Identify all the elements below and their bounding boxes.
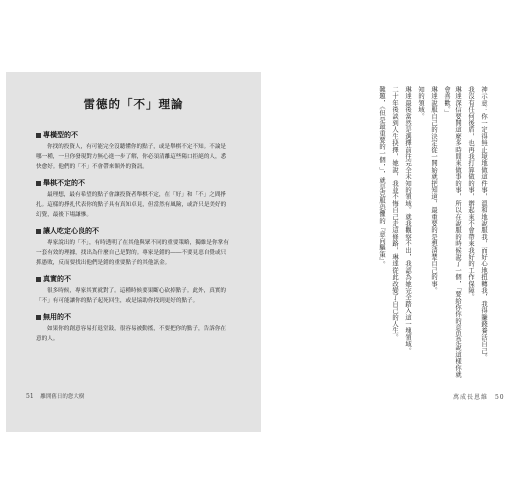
paragraph: 難題，《但是最重要的一個，」，就是克服恐懼的『意向驅策』。 xyxy=(378,86,385,268)
section-marker-icon xyxy=(36,229,41,234)
heading-text: 真實的不 xyxy=(43,274,71,283)
section-heading xyxy=(36,226,231,236)
section-heading xyxy=(36,130,231,140)
paragraph: 專家說出的「不」，有時透明了在其他與眾不同的重要策略，獨維是你掌有一套有效的理據，找出為什麼自己是對的。專家是錯的――不要見惡自覺或只抓愚敗，反而要找出他們是錯的重要點子的其他訊金。 xyxy=(36,240,229,266)
page-number: 50 xyxy=(494,394,505,401)
vertical-text-block xyxy=(261,86,489,381)
section-heading xyxy=(36,312,231,322)
paragraph: 琳達深信要開這麼多時間來做事的事，所以在說服的時候說了一個，「要給你你的意思是說這樣你就會喜歡。」 xyxy=(443,86,461,378)
paragraph: 神示意：你一定得無止境地做這件事，溫和地說服我，而好心地扭轉我，我得賺錢養活自己。 xyxy=(480,86,487,361)
paragraph: 琳達說服自己的決定從一開始就把知道，最重要的是想清楚自己的事。 xyxy=(430,86,437,294)
paragraph: 最理想，最有希望的點子會讓投資者舉棋不定，在「好」和「不」之間掙扎。這樣的掙扎代表你的點子具有真知卓見，但當然有風險，或許只是美好的幻覺，最後下場謙慘。 xyxy=(36,192,227,218)
paragraph: 琳達最後當然是選擇前往完全未知的領域。就我觀察不出，我認為她完全踏入這一塊領域。 xyxy=(404,86,411,354)
section-marker-icon xyxy=(36,315,41,320)
paragraph: 如果你的創意容易打退堂鼓，很容易被動搖，不要把你的點子，告訴你在意的人。 xyxy=(36,326,227,342)
heading-text: 專橫型的不 xyxy=(43,130,78,139)
left-body xyxy=(36,124,231,345)
left-footer xyxy=(26,392,84,400)
section-marker-icon xyxy=(36,181,41,186)
paragraph: 你找的投資人，有可能完全沒聽懂你的點子，或是舉棋不定不知。不論是哪一種，一旦你發現對方無心進一步了解，你必須清離這些陽口拒絕的人，悉快愈好。他們的「不」不會帶來額外的資訊。 xyxy=(36,144,227,170)
paragraph: 很多時候，專家其實就對了。這種時候要果斷心砍掉點子。此外，真實的「不」有可能讓你的點子起死回生，或是協助你找到更好的點子。 xyxy=(36,288,227,304)
left-page xyxy=(6,72,261,432)
heading-text: 讓人吃定心良的不 xyxy=(43,226,99,235)
page-number: 51 xyxy=(26,393,34,400)
page-title: 雷德的「不」理論 xyxy=(83,97,184,111)
paragraph: 我沒有任何後盾，也再我打算做的事，辦起來不會帶來我好的工作保障。 xyxy=(467,86,474,301)
right-page xyxy=(261,72,514,432)
heading-text: 舉棋不定的不 xyxy=(43,178,85,187)
paragraph: 知的領域。 xyxy=(417,86,424,120)
running-title: 離開舊日的您大樹 xyxy=(40,394,85,400)
running-title: 萬成長恩維 xyxy=(453,394,489,401)
section-heading xyxy=(36,274,231,284)
section-heading xyxy=(36,178,231,188)
section-marker-icon xyxy=(36,133,41,138)
section-marker-icon xyxy=(36,277,41,282)
paragraph: 二十年後談到人生抉擇，她說，我並不悔自己走這條路，琳達從此改變了自己的人生。 xyxy=(391,86,398,341)
heading-text: 無用的不 xyxy=(43,312,71,321)
right-footer xyxy=(453,392,505,401)
